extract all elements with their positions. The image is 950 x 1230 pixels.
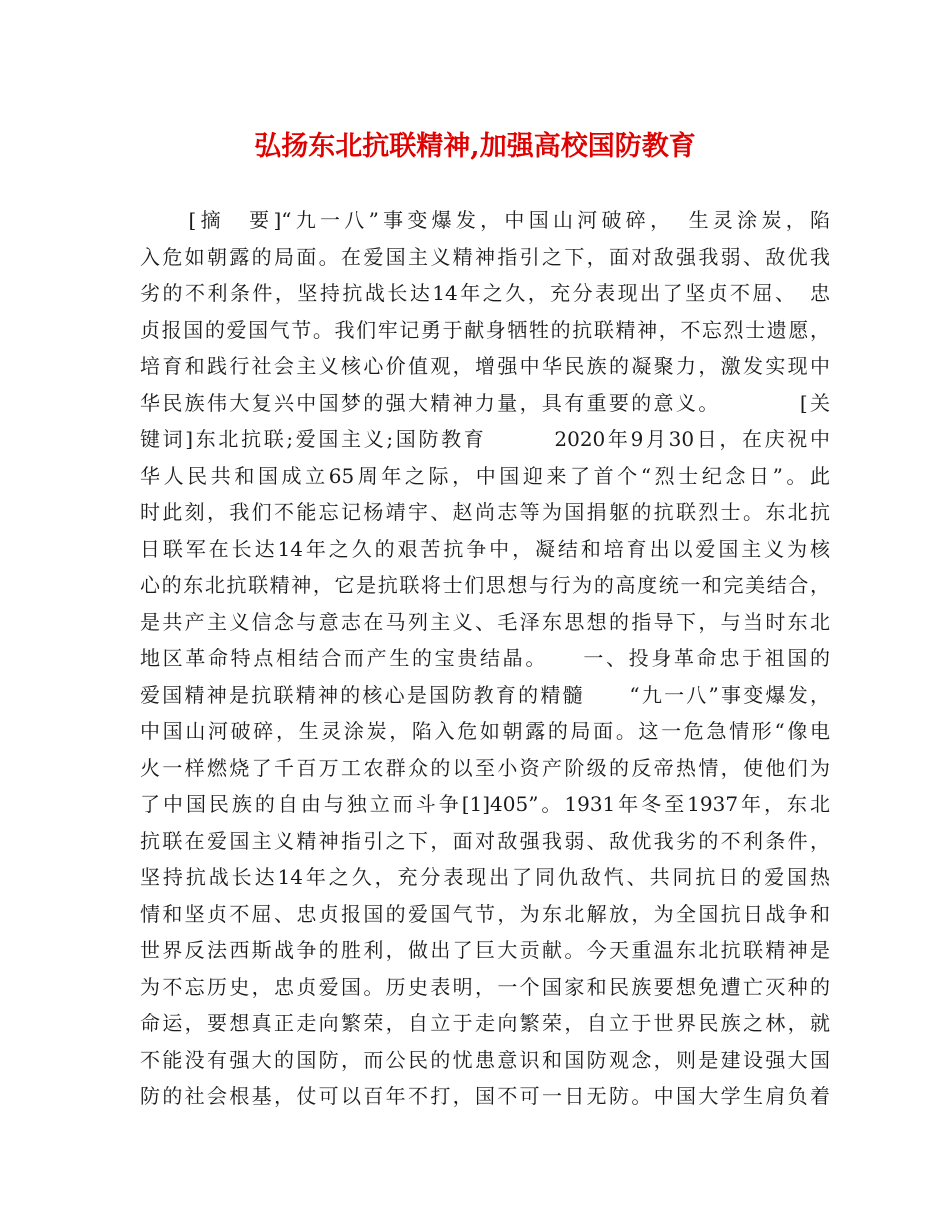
body-line: 火一样燃烧了千百万工农群众的以至小资产阶级的反帝热情，使他们为: [140, 755, 830, 780]
body-line: 爱国精神是抗联精神的核心是国防教育的精髓 “九一八”事变爆发，: [140, 682, 830, 707]
body-line: 键词]东北抗联;爱国主义;国防教育 2020年9月30日，在庆祝中: [140, 427, 830, 451]
body-line: 入危如朝露的局面。在爱国主义精神指引之下，面对敌强我弱、敌优我: [140, 244, 830, 269]
body-line: 劣的不利条件，坚持抗战长达14年之久，充分表现出了坚贞不屈、 忠: [140, 281, 830, 305]
body-line: 情和坚贞不屈、忠贞报国的爱国气节，为东北解放，为全国抗日战争和: [140, 901, 830, 926]
body-line: 华人民共和国成立65周年之际，中国迎来了首个“烈士纪念日”。此: [140, 463, 830, 488]
body-line: 了中国民族的自由与独立而斗争[1]405”。1931年冬至1937年，东北: [140, 792, 830, 816]
body-line: 心的东北抗联精神，它是抗联将士们思想与行为的高度统一和完美结合，: [140, 573, 830, 597]
body-line: 抗联在爱国主义精神指引之下，面对敌强我弱、敌优我劣的不利条件，: [140, 828, 830, 853]
document-title: 弘扬东北抗联精神,加强高校国防教育: [254, 131, 696, 162]
document-body: [140, 202, 830, 1115]
body-line: 华民族伟大复兴中国梦的强大精神力量，具有重要的意义。 [关: [140, 390, 830, 415]
body-line: 地区革命特点相结合而产生的宝贵结晶。 一、投身革命忠于祖国的: [140, 646, 830, 670]
body-line: [摘 要]“九一八”事变爆发，中国山河破碎， 生灵涂炭，陷: [140, 208, 830, 232]
body-line: 是共产主义信念与意志在马列主义、毛泽东思想的指导下，与当时东北: [140, 609, 830, 634]
body-line: 坚持抗战长达14年之久，充分表现出了同仇敌忾、共同抗日的爱国热: [140, 865, 830, 889]
body-line: 防的社会根基，仗可以百年不打，国不可一日无防。中国大学生肩负着: [140, 1084, 830, 1108]
body-line: 不能没有强大的国防，而公民的忧患意识和国防观念，则是建设强大国: [140, 1047, 830, 1072]
body-line: 中国山河破碎，生灵涂炭，陷入危如朝露的局面。这一危急情形“像电: [140, 719, 830, 743]
body-line: 为不忘历史，忠贞爱国。历史表明，一个国家和民族要想免遭亡灭种的: [140, 974, 830, 999]
body-line: 贞报国的爱国气节。我们牢记勇于献身牺牲的抗联精神，不忘烈士遗愿，: [140, 317, 830, 342]
body-line: 培育和践行社会主义核心价值观，增强中华民族的凝聚力，激发实现中: [140, 354, 830, 378]
body-line: 世界反法西斯战争的胜利，做出了巨大贡献。今天重温东北抗联精神是: [140, 938, 830, 962]
body-line: 命运，要想真正走向繁荣，自立于走向繁荣，自立于世界民族之林，就: [140, 1011, 830, 1035]
body-line: 时此刻，我们不能忘记杨靖宇、赵尚志等为国捐躯的抗联烈士。东北抗: [140, 500, 830, 524]
body-line: 日联军在长达14年之久的艰苦抗争中，凝结和培育出以爱国主义为核: [140, 536, 830, 561]
